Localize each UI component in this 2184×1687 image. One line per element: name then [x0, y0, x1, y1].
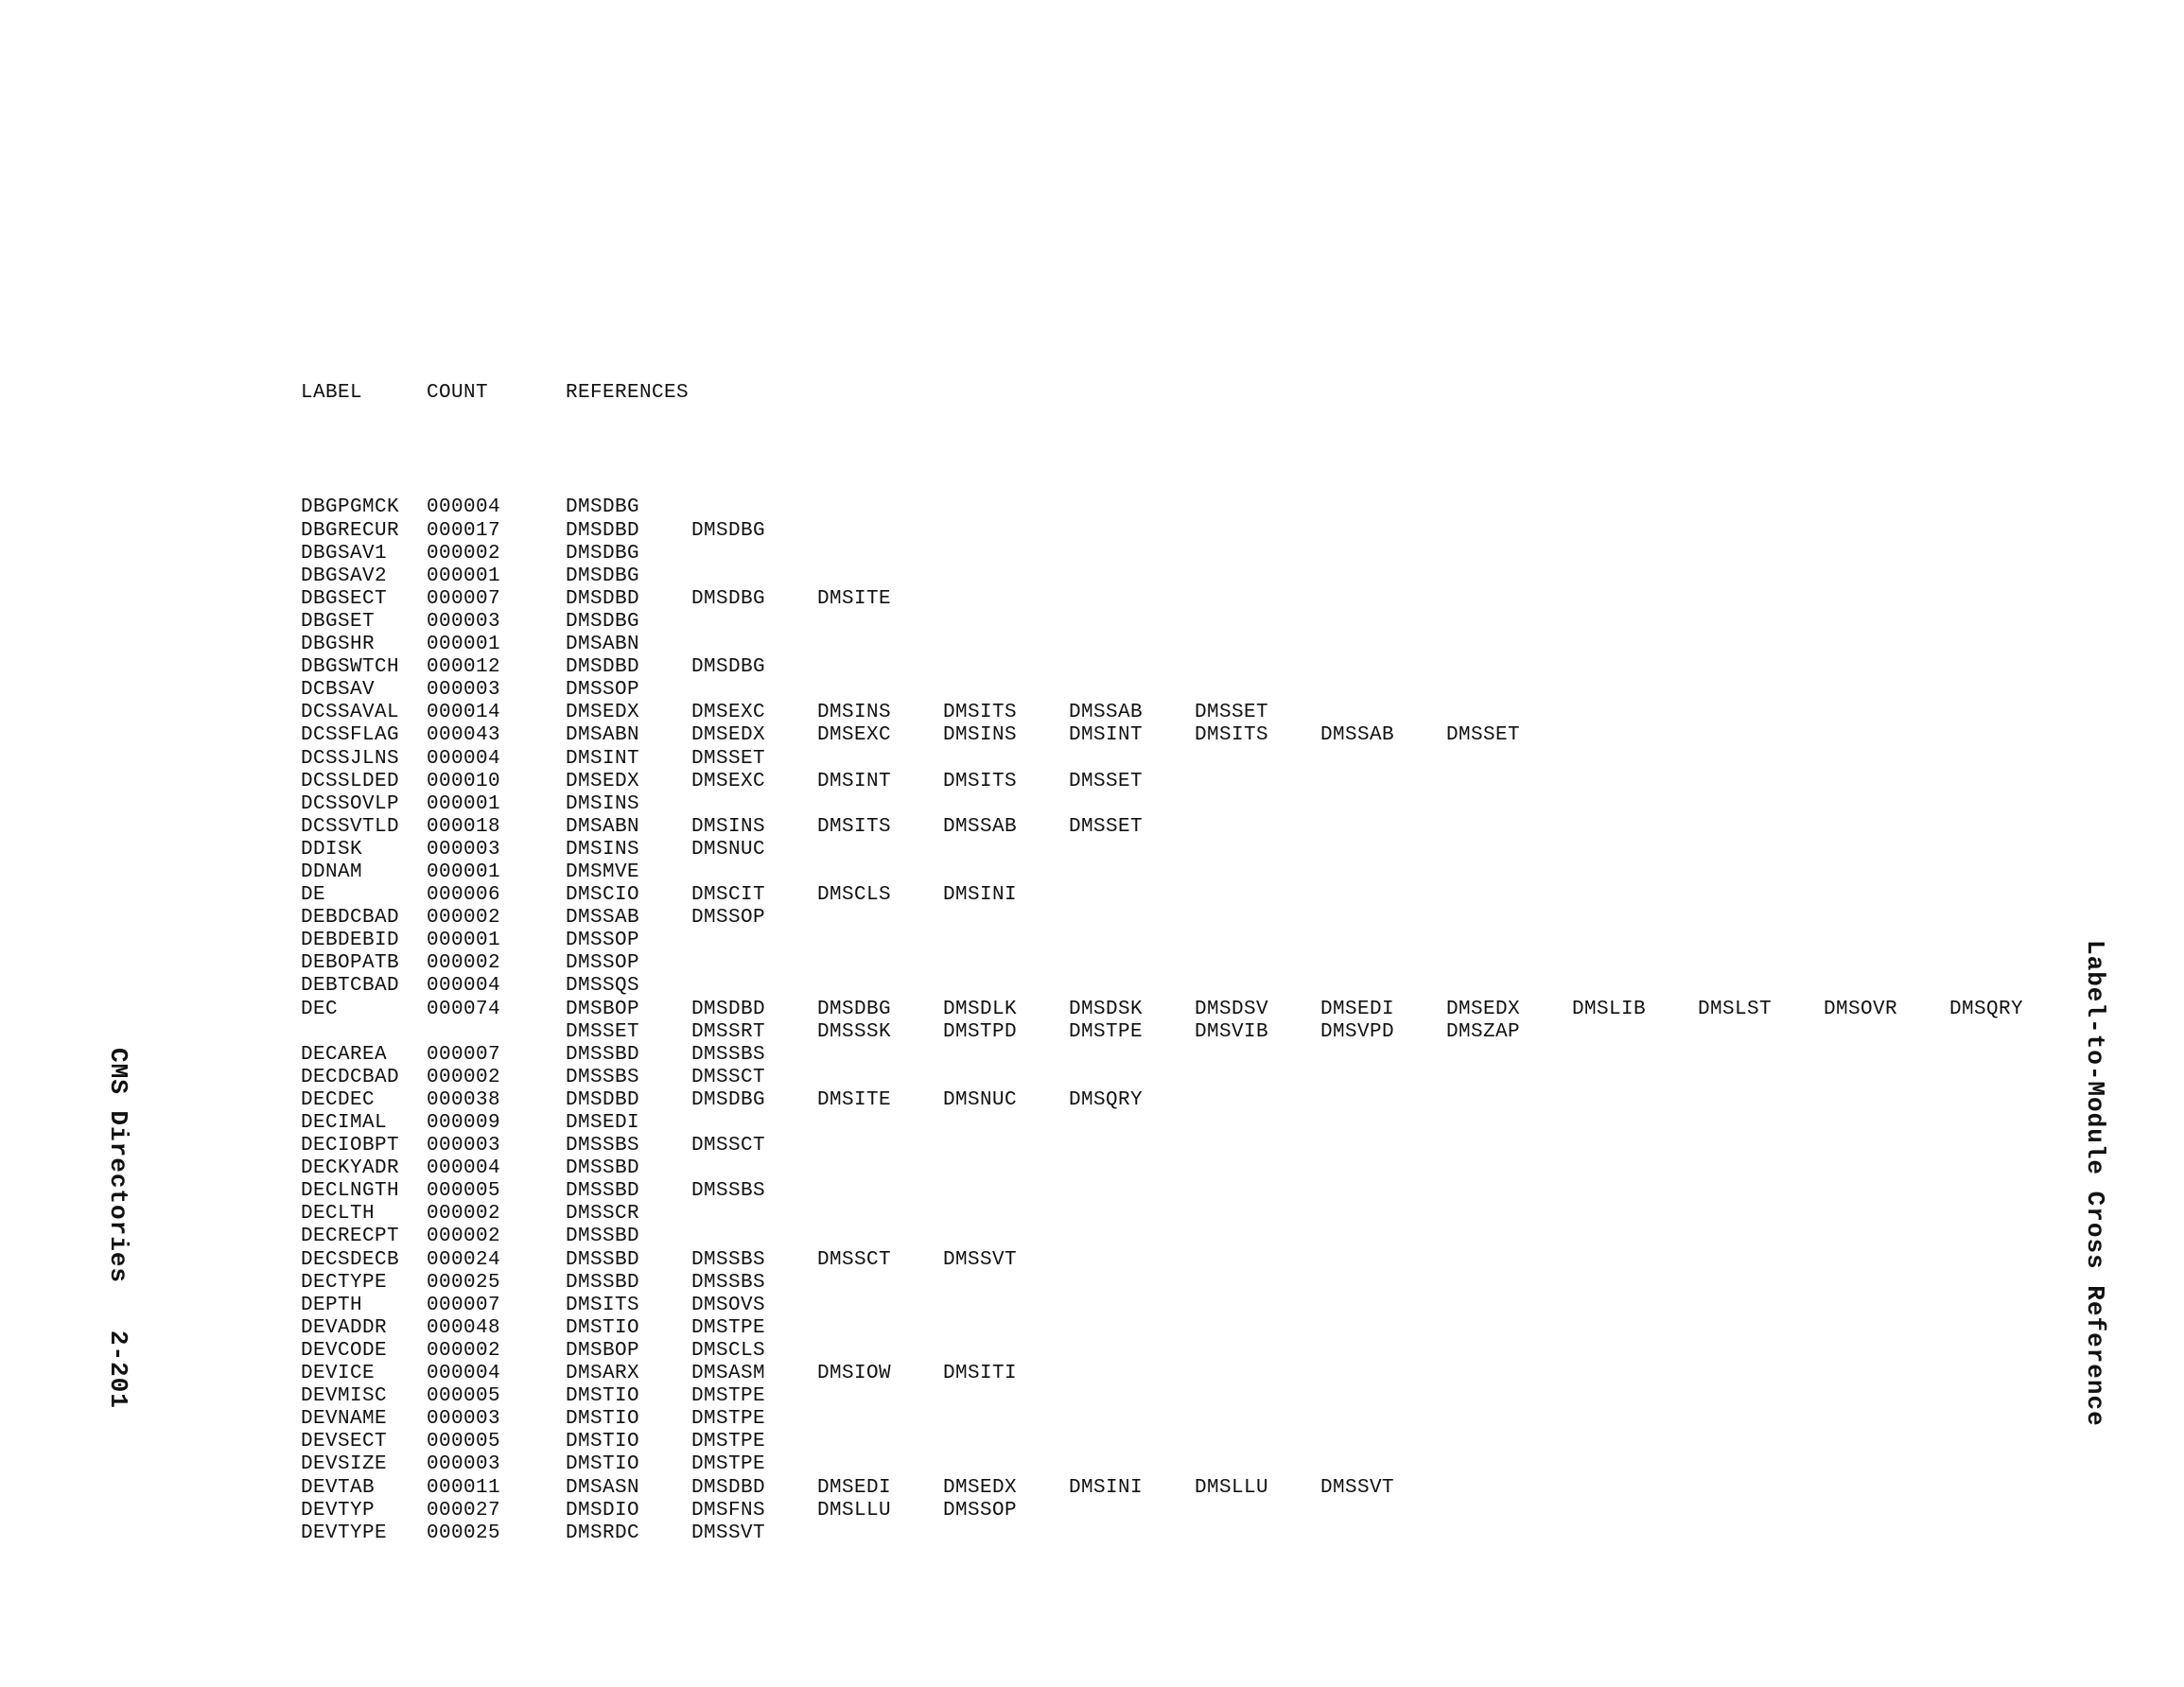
reference-cell: DMSSRT	[691, 1020, 766, 1043]
reference-cell: DMSASN	[566, 1476, 640, 1499]
label-cell: DCSSAVAL	[301, 702, 400, 724]
table-row	[301, 1112, 640, 1135]
count-cell: 000017	[427, 519, 501, 542]
reference-cell: DMSLLU	[1195, 1476, 1269, 1499]
reference-cell: DMSINI	[943, 884, 1018, 907]
reference-cell: DMSDBD	[691, 998, 766, 1020]
reference-cell: DMSDIO	[566, 1499, 640, 1522]
reference-cell: DMSSET	[1446, 724, 1521, 747]
label-cell: DEVTYPE	[301, 1522, 388, 1544]
reference-cell: DMSSBS	[566, 1066, 640, 1088]
label-cell: DECTYPE	[301, 1271, 388, 1294]
count-cell: 000025	[427, 1522, 501, 1544]
table-row	[301, 998, 2024, 1021]
reference-cell: DMSSBS	[691, 1043, 766, 1066]
table-row	[301, 1431, 766, 1453]
reference-cell: DMSTIO	[566, 1316, 640, 1339]
label-cell: DBGSECT	[301, 587, 388, 610]
count-cell: 000024	[427, 1248, 501, 1271]
reference-cell: DMSQRY	[1949, 998, 2024, 1020]
count-cell: 000004	[427, 1363, 501, 1385]
reference-cell: DMSLST	[1698, 998, 1773, 1020]
label-cell: DEVTAB	[301, 1476, 376, 1499]
reference-cell: DMSTIO	[566, 1431, 640, 1453]
count-cell: 000002	[427, 1066, 501, 1088]
reference-cell: DMSVIB	[1195, 1020, 1269, 1043]
reference-cell: DMSSSK	[817, 1020, 892, 1043]
reference-cell: DMSVPD	[1320, 1020, 1395, 1043]
reference-cell: DMSSVT	[943, 1248, 1018, 1271]
reference-cell: DMSTPE	[691, 1316, 766, 1339]
reference-cell: DMSEDX	[566, 770, 640, 792]
reference-cell: DMSDBG	[566, 610, 640, 633]
reference-cell: DMSCIT	[691, 884, 766, 907]
reference-cell: DMSASM	[691, 1363, 766, 1385]
table-row	[301, 861, 640, 884]
section-margin-title: Label-to-Module Cross Reference	[2081, 940, 2109, 1427]
reference-cell: DMSSOP	[566, 679, 640, 702]
label-cell: DEVSECT	[301, 1431, 388, 1453]
count-cell: 000003	[427, 1453, 501, 1476]
reference-cell: DMSEXC	[691, 702, 766, 724]
count-cell: 000001	[427, 634, 501, 656]
count-cell: 000004	[427, 747, 501, 770]
reference-cell: DMSDLK	[943, 998, 1018, 1020]
count-cell: 000002	[427, 542, 501, 565]
reference-cell: DMSSAB	[1069, 702, 1144, 724]
count-column-header: COUNT	[427, 382, 489, 405]
label-cell: DECLTH	[301, 1203, 376, 1226]
label-cell: DEVADDR	[301, 1316, 388, 1339]
table-row	[301, 1203, 640, 1226]
table-row	[301, 1248, 1018, 1272]
count-cell: 000003	[427, 679, 501, 702]
reference-cell: DMSARX	[566, 1363, 640, 1385]
reference-cell: DMSTPD	[943, 1020, 1018, 1043]
count-cell: 000007	[427, 1043, 501, 1066]
label-cell: DCSSOVLP	[301, 792, 400, 815]
reference-cell: DMSEDI	[1320, 998, 1395, 1020]
reference-cell: DMSDBD	[691, 1476, 766, 1499]
reference-cell: DMSDBG	[566, 542, 640, 565]
label-cell: DEVNAME	[301, 1408, 388, 1431]
reference-cell: DMSITE	[817, 1088, 892, 1111]
reference-cell: DMSSCT	[691, 1066, 766, 1088]
table-row	[301, 724, 1521, 747]
reference-cell: DMSDBD	[566, 519, 640, 542]
label-cell: DCSSLDED	[301, 770, 400, 792]
count-cell: 000025	[427, 1271, 501, 1294]
count-cell: 000014	[427, 702, 501, 724]
reference-cell: DMSSVT	[691, 1522, 766, 1544]
count-cell: 000007	[427, 587, 501, 610]
reference-cell: DMSINS	[566, 838, 640, 861]
reference-cell: DMSINS	[566, 792, 640, 815]
count-cell: 000003	[427, 1135, 501, 1157]
label-cell: DECKYADR	[301, 1157, 400, 1180]
label-cell: DEBDEBID	[301, 930, 400, 952]
reference-cell: DMSDSV	[1195, 998, 1269, 1020]
reference-cell: DMSINS	[691, 815, 766, 838]
count-cell: 000007	[427, 1294, 501, 1316]
reference-cell: DMSDBG	[566, 565, 640, 587]
table-row	[301, 1339, 766, 1363]
table-row	[301, 1363, 1018, 1385]
cross-reference-listing	[301, 337, 2024, 1568]
reference-cell: DMSITS	[1195, 724, 1269, 747]
reference-cell: DMSINT	[1069, 724, 1144, 747]
reference-cell: DMSSBS	[566, 1135, 640, 1157]
count-cell: 000001	[427, 565, 501, 587]
table-row	[301, 496, 640, 519]
count-cell: 000010	[427, 770, 501, 792]
label-column-header: LABEL	[301, 382, 363, 405]
reference-cell: DMSTIO	[566, 1408, 640, 1431]
reference-cell: DMSDBD	[566, 587, 640, 610]
reference-cell: DMSSOP	[566, 952, 640, 975]
table-row	[301, 656, 766, 679]
reference-cell: DMSTPE	[691, 1453, 766, 1476]
label-cell: DECIMAL	[301, 1112, 388, 1134]
reference-cell: DMSCLS	[817, 884, 892, 907]
reference-cell: DMSQRY	[1069, 1088, 1144, 1111]
reference-cell: DMSINS	[943, 724, 1018, 747]
reference-cell: DMSTPE	[691, 1385, 766, 1408]
table-row	[301, 1271, 766, 1295]
table-row	[301, 1043, 766, 1067]
label-cell: DEBOPATB	[301, 952, 400, 975]
count-cell: 000043	[427, 724, 501, 747]
reference-cell: DMSCIO	[566, 884, 640, 907]
reference-cell: DMSSQS	[566, 975, 640, 998]
table-row	[301, 1522, 766, 1545]
table-row	[301, 1226, 640, 1248]
label-cell: DEPTH	[301, 1294, 363, 1316]
reference-cell: DMSEDX	[566, 702, 640, 724]
table-row	[301, 702, 1269, 724]
reference-cell: DMSSAB	[943, 815, 1018, 838]
label-cell: DECSDECB	[301, 1248, 400, 1271]
reference-cell: DMSSBD	[566, 1043, 640, 1066]
reference-cell: DMSOVS	[691, 1294, 766, 1316]
reference-cell: DMSDBG	[691, 656, 766, 679]
reference-cell: DMSINI	[1069, 1476, 1144, 1499]
label-cell: DEC	[301, 998, 339, 1020]
reference-cell: DMSRDC	[566, 1522, 640, 1544]
table-row	[301, 1453, 766, 1476]
reference-cell: DMSEDX	[1446, 998, 1521, 1020]
reference-cell: DMSBOP	[566, 1339, 640, 1362]
count-cell: 000027	[427, 1499, 501, 1522]
table-row	[301, 792, 640, 816]
reference-cell: DMSOVR	[1824, 998, 1898, 1020]
reference-cell: DMSEDX	[943, 1476, 1018, 1499]
table-row	[301, 1294, 766, 1317]
reference-cell: DMSDBG	[691, 587, 766, 610]
label-cell: DECRECPT	[301, 1226, 400, 1248]
reference-cell: DMSSBS	[691, 1271, 766, 1294]
reference-cell: DMSSCR	[566, 1203, 640, 1226]
page-margin-title: CMS Directories 2-201	[104, 1048, 132, 1409]
table-row	[301, 747, 766, 771]
count-cell: 000004	[427, 496, 501, 519]
table-row	[301, 838, 766, 861]
count-cell: 000002	[427, 1339, 501, 1362]
label-cell: DEVICE	[301, 1363, 376, 1385]
reference-cell: DMSTPE	[691, 1431, 766, 1453]
count-cell: 000009	[427, 1112, 501, 1134]
table-row	[301, 1499, 1018, 1522]
label-cell: DBGSWTCH	[301, 656, 400, 679]
label-cell: DDNAM	[301, 861, 363, 883]
reference-cell: DMSTPE	[691, 1408, 766, 1431]
reference-cell: DMSSET	[1069, 815, 1144, 838]
reference-cell: DMSLIB	[1572, 998, 1647, 1020]
reference-cell: DMSABN	[566, 815, 640, 838]
reference-cell: DMSSOP	[691, 907, 766, 930]
reference-cell: DMSSBD	[566, 1248, 640, 1271]
label-cell: DBGPGMCK	[301, 496, 400, 519]
reference-cell: DMSLLU	[817, 1499, 892, 1522]
reference-cell: DMSSCT	[691, 1135, 766, 1157]
reference-cell: DMSTIO	[566, 1453, 640, 1476]
column-header-row	[301, 382, 690, 405]
reference-cell: DMSDSK	[1069, 998, 1144, 1020]
table-row	[301, 1066, 766, 1089]
reference-cell: DMSSBS	[691, 1248, 766, 1271]
reference-cell: DMSSET	[1195, 702, 1269, 724]
reference-cell: DMSCLS	[691, 1339, 766, 1362]
reference-cell: DMSMVE	[566, 861, 640, 883]
reference-cell: DMSABN	[566, 634, 640, 656]
reference-cell: DMSDBG	[691, 519, 766, 542]
count-cell: 000018	[427, 815, 501, 838]
label-cell: DBGSAV2	[301, 565, 388, 587]
table-row	[301, 930, 640, 952]
count-cell: 000001	[427, 861, 501, 883]
reference-cell: DMSITE	[817, 587, 892, 610]
table-row	[301, 634, 640, 656]
table-row	[301, 1385, 766, 1408]
label-cell: DEVMISC	[301, 1385, 388, 1408]
count-cell: 000038	[427, 1088, 501, 1111]
count-cell: 000005	[427, 1431, 501, 1453]
count-cell: 000005	[427, 1385, 501, 1408]
count-cell: 000004	[427, 1157, 501, 1180]
table-row	[301, 1020, 1521, 1044]
reference-cell: DMSINT	[566, 747, 640, 770]
label-cell: DECDEC	[301, 1088, 376, 1111]
label-cell: DCBSAV	[301, 679, 376, 702]
reference-cell: DMSEDI	[566, 1112, 640, 1134]
label-cell: DEBDCBAD	[301, 907, 400, 930]
reference-cell: DMSINS	[817, 702, 892, 724]
label-cell: DCSSVTLD	[301, 815, 400, 838]
label-cell: DEVCODE	[301, 1339, 388, 1362]
label-cell: DCSSFLAG	[301, 724, 400, 747]
table-row	[301, 1180, 766, 1203]
table-row	[301, 1408, 766, 1431]
reference-cell: DMSITI	[943, 1363, 1018, 1385]
table-row	[301, 770, 1144, 793]
reference-cell: DMSSBD	[566, 1157, 640, 1180]
reference-cell: DMSSCT	[817, 1248, 892, 1271]
count-cell: 000003	[427, 838, 501, 861]
reference-cell: DMSFNS	[691, 1499, 766, 1522]
label-cell: DE	[301, 884, 326, 907]
reference-cell: DMSDBD	[566, 656, 640, 679]
reference-cell: DMSTIO	[566, 1385, 640, 1408]
label-cell: DBGRECUR	[301, 519, 400, 542]
reference-cell: DMSABN	[566, 724, 640, 747]
table-row	[301, 679, 640, 702]
table-row	[301, 1088, 1144, 1112]
count-cell: 000048	[427, 1316, 501, 1339]
count-cell: 000012	[427, 656, 501, 679]
references-column-header: REFERENCES	[566, 382, 690, 405]
count-cell: 000074	[427, 998, 501, 1020]
count-cell: 000002	[427, 907, 501, 930]
reference-cell: DMSSOP	[566, 930, 640, 952]
reference-cell: DMSZAP	[1446, 1020, 1521, 1043]
label-cell: DBGSET	[301, 610, 376, 633]
reference-cell: DMSNUC	[691, 838, 766, 861]
label-cell: DECAREA	[301, 1043, 388, 1066]
count-cell: 000003	[427, 1408, 501, 1431]
table-row	[301, 815, 1144, 839]
reference-cell: DMSNUC	[943, 1088, 1018, 1111]
table-row	[301, 884, 1018, 907]
reference-cell: DMSSBS	[691, 1180, 766, 1203]
table-row	[301, 907, 766, 930]
reference-cell: DMSSAB	[566, 907, 640, 930]
count-cell: 000002	[427, 1203, 501, 1226]
table-row	[301, 1316, 766, 1340]
count-cell: 000003	[427, 610, 501, 633]
table-row	[301, 610, 640, 634]
label-cell: DDISK	[301, 838, 363, 861]
table-row	[301, 975, 640, 998]
label-cell: DEBTCBAD	[301, 975, 400, 998]
reference-cell: DMSEXC	[691, 770, 766, 792]
count-cell: 000001	[427, 930, 501, 952]
label-cell: DCSSJLNS	[301, 747, 400, 770]
reference-cell: DMSSET	[1069, 770, 1144, 792]
count-cell: 000004	[427, 975, 501, 998]
reference-cell: DMSDBG	[566, 496, 640, 519]
table-row	[301, 542, 640, 565]
reference-cell: DMSITS	[566, 1294, 640, 1316]
table-row	[301, 587, 892, 611]
count-cell: 000011	[427, 1476, 501, 1499]
label-cell: DECIOBPT	[301, 1135, 400, 1157]
reference-cell: DMSSET	[691, 747, 766, 770]
reference-cell: DMSDBG	[691, 1088, 766, 1111]
table-row	[301, 952, 640, 975]
count-cell: 000005	[427, 1180, 501, 1203]
reference-cell: DMSDBG	[817, 998, 892, 1020]
reference-cell: DMSBOP	[566, 998, 640, 1020]
reference-cell: DMSITS	[943, 770, 1018, 792]
table-row	[301, 1476, 1395, 1500]
reference-cell: DMSEDX	[691, 724, 766, 747]
count-cell: 000001	[427, 792, 501, 815]
reference-cell: DMSSOP	[943, 1499, 1018, 1522]
reference-cell: DMSEXC	[817, 724, 892, 747]
reference-cell: DMSTPE	[1069, 1020, 1144, 1043]
reference-cell: DMSITS	[943, 702, 1018, 724]
reference-cell: DMSIOW	[817, 1363, 892, 1385]
reference-cell: DMSSET	[566, 1020, 640, 1043]
label-cell: DEVTYP	[301, 1499, 376, 1522]
reference-cell: DMSITS	[817, 815, 892, 838]
label-cell: DECLNGTH	[301, 1180, 400, 1203]
table-row	[301, 1135, 766, 1157]
count-cell: 000002	[427, 1226, 501, 1248]
label-cell: DEVSIZE	[301, 1453, 388, 1476]
reference-cell: DMSINT	[817, 770, 892, 792]
count-cell: 000006	[427, 884, 501, 907]
reference-cell: DMSSBD	[566, 1180, 640, 1203]
label-cell: DECDCBAD	[301, 1066, 400, 1088]
label-cell: DBGSAV1	[301, 542, 388, 565]
table-row	[301, 519, 766, 543]
table-row	[301, 565, 640, 588]
reference-cell: DMSSBD	[566, 1226, 640, 1248]
table-row	[301, 1157, 640, 1180]
reference-cell: DMSEDI	[817, 1476, 892, 1499]
reference-cell: DMSDBD	[566, 1088, 640, 1111]
reference-cell: DMSSBD	[566, 1271, 640, 1294]
reference-cell: DMSSVT	[1320, 1476, 1395, 1499]
listing-rows	[301, 496, 2024, 1544]
reference-cell: DMSSAB	[1320, 724, 1395, 747]
count-cell: 000002	[427, 952, 501, 975]
label-cell: DBGSHR	[301, 634, 376, 656]
